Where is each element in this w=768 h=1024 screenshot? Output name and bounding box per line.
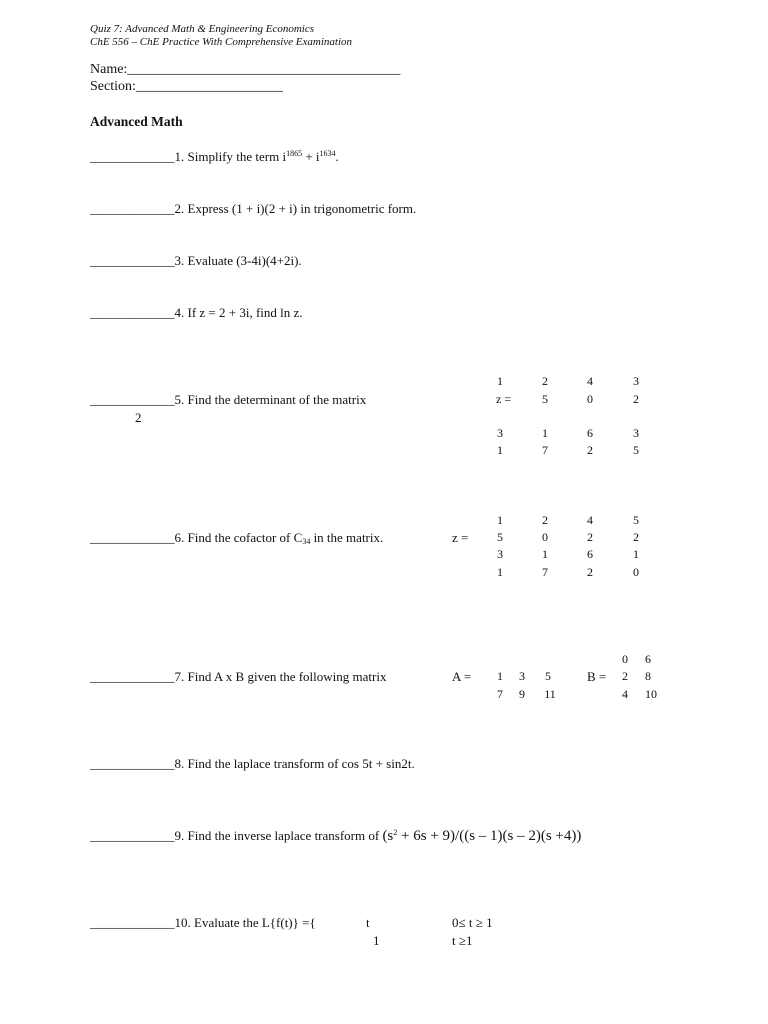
matrix-cell: 6 — [587, 547, 593, 561]
matrix-cell: 4 — [587, 513, 593, 527]
matrix-cell: 1 — [497, 374, 503, 388]
answer-blank[interactable]: _____________ — [90, 201, 175, 216]
question-3: _____________3. Evaluate (3-4i)(4+2i). — [90, 253, 302, 268]
answer-blank[interactable]: _____________ — [90, 828, 175, 843]
question-4: _____________4. If z = 2 + 3i, find ln z. — [90, 305, 303, 320]
matrix-cell: 2 — [587, 443, 593, 457]
answer-blank[interactable]: _____________ — [90, 149, 175, 164]
answer-blank[interactable]: _____________ — [90, 915, 175, 930]
matrix-cell: 6 — [645, 652, 651, 666]
matrix-cell: 4 — [622, 687, 628, 701]
matrix-cell: 0 — [622, 652, 628, 666]
matrix-cell: 2 — [633, 530, 639, 544]
matrix-cell: 7 — [542, 443, 548, 457]
question-7: _____________7. Find A x B given the following matrix — [90, 669, 387, 684]
matrix-cell: 0 — [587, 392, 593, 406]
question-10: _____________10. Evaluate the L{f(t)} ={ — [90, 915, 316, 930]
answer-blank[interactable]: _____________ — [90, 392, 175, 407]
matrix-cell: 5 — [497, 530, 503, 544]
matrix-cell: 7 — [542, 565, 548, 579]
section-title: Advanced Math — [90, 114, 183, 129]
matrix-cell: 7 — [497, 687, 503, 701]
matrix-cell: 1 — [542, 426, 548, 440]
matrix-cell: 2 — [542, 374, 548, 388]
stray-number: 2 — [135, 410, 142, 425]
matrix-cell: 1 — [497, 565, 503, 579]
question-1: _____________1. Simplify the term $i^{1865} + i^{1634}$. — [90, 149, 339, 164]
matrix-cell: 6 — [587, 426, 593, 440]
matrix-cell: 1 — [542, 547, 548, 561]
answer-blank[interactable]: _____________ — [90, 530, 175, 545]
matrix-cell: 0 — [633, 565, 639, 579]
piecewise-value-2: 1 — [373, 933, 380, 948]
matrix-cell: 5 — [545, 669, 551, 683]
name-field[interactable]: Name:_______________________________________ — [90, 62, 401, 77]
piecewise-value-1: t — [366, 915, 370, 930]
matrix-cell: 8 — [645, 669, 651, 683]
question-9: _____________9. Find the inverse laplace transform of $(s^2 + 6s + 9)/((s - 1)(s - 2)(s +4))$ — [90, 828, 582, 844]
matrix-cell: 2 — [633, 392, 639, 406]
question-8: _____________8. Find the laplace transform of cos 5t + sin2t. — [90, 756, 415, 771]
matrix-cell: 2 — [542, 513, 548, 527]
piecewise-condition-2: t ≥1 — [452, 933, 473, 948]
matrix-cell: 3 — [633, 426, 639, 440]
question-5: _____________5. Find the determinant of the matrix — [90, 392, 367, 407]
matrix-cell: 9 — [519, 687, 525, 701]
matrix-cell: 1 — [497, 513, 503, 527]
matrix-cell: 3 — [497, 426, 503, 440]
matrix-label: z = — [496, 392, 512, 406]
matrix-cell: 5 — [633, 513, 639, 527]
quiz-title: Quiz 7: Advanced Math & Engineering Economics — [90, 23, 315, 35]
matrix-cell: 5 — [633, 443, 639, 457]
piecewise-condition-1: 0≤ t ≥ 1 — [452, 915, 493, 930]
matrix-cell: 1 — [497, 443, 503, 457]
matrix-cell: 10 — [645, 687, 657, 701]
matrix-label: z = — [452, 530, 469, 545]
question-2: _____________2. Express (1 + i)(2 + i) in trigonometric form. — [90, 201, 417, 216]
matrix-cell: 2 — [587, 530, 593, 544]
matrix-cell: 11 — [544, 687, 556, 701]
matrix-b-label: B = — [587, 669, 607, 684]
matrix-cell: 2 — [587, 565, 593, 579]
matrix-cell: 4 — [587, 374, 593, 388]
answer-blank[interactable]: _____________ — [90, 305, 175, 320]
answer-blank[interactable]: _____________ — [90, 253, 175, 268]
matrix-cell: 3 — [497, 547, 503, 561]
answer-blank[interactable]: _____________ — [90, 669, 175, 684]
answer-blank[interactable]: _____________ — [90, 756, 175, 771]
matrix-cell: 2 — [622, 669, 628, 683]
matrix-a-label: A = — [452, 669, 472, 684]
matrix-cell: 3 — [633, 374, 639, 388]
matrix-cell: 3 — [519, 669, 525, 683]
course-title: ChE 556 – ChE Practice With Comprehensive Examination — [90, 36, 353, 48]
matrix-cell: 1 — [497, 669, 503, 683]
matrix-cell: 1 — [633, 547, 639, 561]
laplace-expression: $(s^2 + 6s + 9)/((s - 1)(s - 2)(s +4))$ — [382, 828, 582, 844]
matrix-cell: 0 — [542, 530, 548, 544]
matrix-cell: 5 — [542, 392, 548, 406]
question-6: _____________6. Find the cofactor of $C_{34}$ in the matrix. — [90, 530, 384, 546]
section-field[interactable]: Section:_____________________ — [90, 79, 283, 94]
